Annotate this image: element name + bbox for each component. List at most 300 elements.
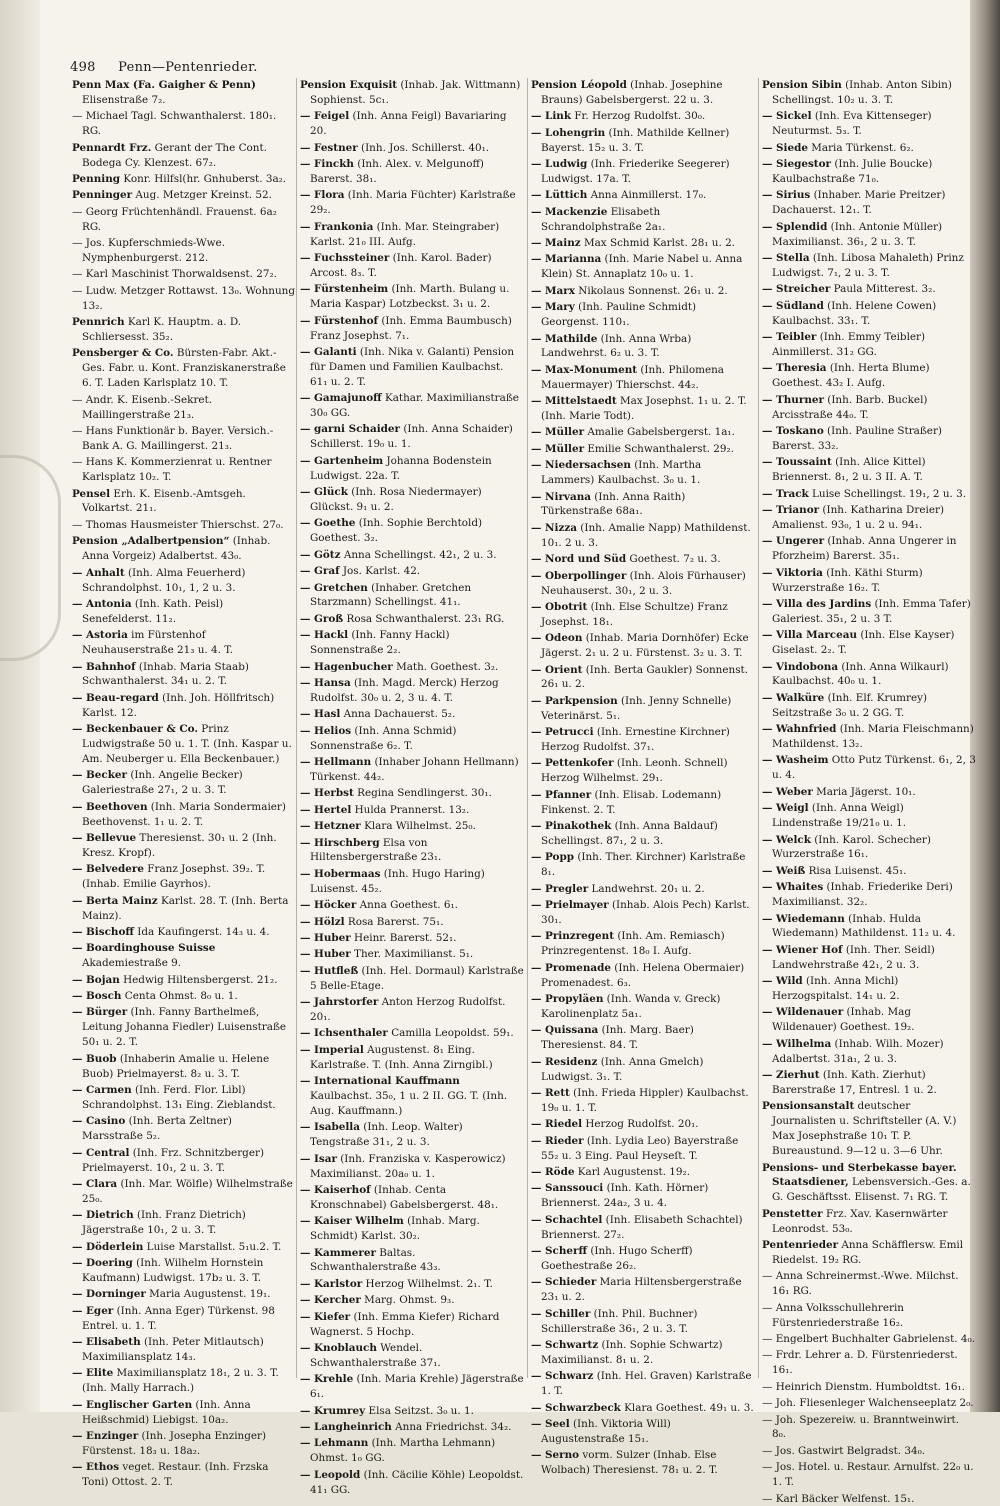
entry-details: (Inh. Emma Tafer) Galeriest. 35₁, 2 u. 3 T. [772, 597, 971, 625]
entry-details: Ther. Maximilianst. 5₁. [350, 948, 474, 961]
directory-entry [531, 1117, 755, 1132]
entry-details: (Inh. Katharina Dreier) Amalienst. 93₀, 1 u. 2 u. 94₁. [772, 503, 944, 531]
entry-name: — Hasl [300, 708, 341, 721]
entry-details: Luise Schellingst. 19₁, 2 u. 3. [808, 487, 967, 500]
entry-details: (Inhab. Josephine Brauns) Gabelsbergerst. 22 u. 3. [541, 79, 723, 106]
entry-details: (Inh. Kath. Zierhut) Barerstraße 17, Entresl. 1 u. 2. [772, 1069, 937, 1096]
directory-entry [531, 882, 755, 897]
entry-details: — Ludw. Metzger Rottawst. 13₀. Wohnung 13₂. [72, 284, 295, 312]
entry-name: — Helios [300, 724, 352, 737]
entry-details: (Inh. Ther. Seidl) Landwehrstraße 42₁, 2 u. 3. [772, 943, 935, 971]
directory-entry [531, 521, 755, 551]
entry-name: — Röde [531, 1166, 575, 1179]
entry-name: — Astoria [72, 629, 128, 642]
entry-details: (Inh. Franziska v. Kasperowicz) Maximilianst. 20a₀ u. 1. [310, 1152, 506, 1180]
entry-details: (Inh. Marth. Bulang u. Maria Kaspar) Lotzbeckst. 3₁ u. 2. [310, 283, 510, 311]
directory-entry [300, 1246, 524, 1276]
directory-entry [531, 458, 755, 488]
entry-name: — Orient [531, 663, 583, 676]
entry-details: Herzog Wilhelmst. 2₁. T. [362, 1277, 493, 1290]
directory-entry [72, 800, 296, 830]
entry-details: deutscher Journalisten u. Schriftsteller (A. V.) Max Josephstraße 10₁ T. P. Bureaustund. 9—12 u. 3—6 Uhr. [772, 1100, 957, 1158]
entry-name: — Whaites [762, 881, 824, 894]
entry-details: (Inh. Anna Raith) Türkenstraße 68a₁. [541, 490, 686, 518]
entry-name: — Schieder [531, 1276, 597, 1289]
entry-details: (Inh. Wanda v. Greck) Karolinenplatz 5a₁. [541, 993, 721, 1020]
entry-name: — Götz [300, 548, 341, 561]
directory-entry [300, 612, 524, 627]
entry-details: (Inh. Anna Heißschmid) Liebigst. 10a₂. [82, 1398, 251, 1426]
directory-entry [762, 943, 976, 973]
entry-name: — International Kauffmann [300, 1075, 460, 1088]
entry-details: (Inh. Philomena Mauermayer) Thierschst. 44₂. [541, 363, 725, 391]
entry-name: — Splendid [762, 220, 828, 233]
entry-name: — Boardinghouse Suisse [72, 942, 216, 955]
entry-name: — Galanti [300, 345, 357, 358]
entry-details: (Inh. Marg. Baer) Theresienst. 84. T. [541, 1024, 694, 1052]
directory-entry [300, 78, 524, 108]
directory-entry [762, 801, 976, 831]
entry-name: — Isar [300, 1152, 337, 1165]
entry-details: (Inh. Anna Weigl) Lindenstraße 19/21₀ u. 1. [772, 802, 907, 830]
directory-entry [531, 929, 755, 959]
entry-details: — Hans K. Kommerzienrat u. Rentner Karlsplatz 10₂. T. [72, 456, 272, 484]
entry-details: Konr. Hilfsl(hr. Gnhuberst. 3a₂. [120, 172, 287, 185]
entry-details: (Inh. Anna Michl) Herzogspitalst. 14₁ u. 2. [772, 975, 900, 1003]
directory-entry [72, 941, 296, 971]
directory-entry [300, 251, 524, 281]
directory-entry [300, 819, 524, 834]
entry-name: — Weber [762, 785, 813, 798]
directory-entry [300, 676, 524, 706]
directory-entry [300, 422, 524, 452]
directory-entry [531, 363, 755, 393]
entry-details: Klara Goethest. 49₁ u. 3. [620, 1401, 754, 1414]
entry-details: Math. Goethest. 3₂. [392, 660, 499, 673]
directory-entry [531, 552, 755, 567]
entry-details: Centa Ohmst. 8₀ u. 1. [121, 990, 238, 1003]
entry-name: Pension Sibin [762, 79, 842, 91]
entry-details: (Inh. Am. Remiasch) Prinzregentenst. 18₀ I. Aufg. [541, 930, 725, 958]
entry-details: Karlst. 28. T. (Inh. Berta Mainz). [82, 894, 289, 922]
directory-entry [531, 1448, 755, 1478]
entry-details: — Jos. Hotel. u. Restaur. Arnulfst. 22₀ u. 1. T. [762, 1461, 974, 1489]
directory-entry [531, 332, 755, 362]
directory-entry [531, 1165, 755, 1180]
directory-entry [72, 284, 296, 314]
column-3 [531, 78, 755, 1477]
entry-details: Maria Augustenst. 19₁. [145, 1288, 271, 1301]
directory-entry [531, 725, 755, 755]
directory-entry [300, 1214, 524, 1244]
directory-entry [762, 220, 976, 250]
entry-details: (Inh. Maria Krehle) Jägerstraße 6₁. [310, 1373, 524, 1401]
entry-details: Hedwig Hiltensbergerst. 21₂. [119, 973, 278, 986]
entry-name: — Hölzl [300, 915, 345, 928]
entry-name: — Bellevue [72, 832, 137, 844]
entry-name: — Gretchen [300, 581, 368, 594]
directory-entry [300, 786, 524, 801]
directory-entry [72, 768, 296, 798]
entry-details: veget. Restaur. (Inh. Frzska Toni) Ottost. 2. T. [82, 1461, 269, 1489]
entry-name: — Clara [72, 1177, 118, 1190]
directory-entry [72, 1460, 296, 1490]
directory-entry [762, 1005, 976, 1035]
directory-entry [762, 864, 976, 879]
entry-details: (Inh. Karol. Schecher) Wurzerstraße 16₁. [772, 833, 931, 861]
directory-entry [300, 485, 524, 515]
directory-entry [531, 1307, 755, 1337]
entry-details: Bürsten-Fabr. Akt.-Ges. Fabr. u. Kont. Franziskanerstraße 6. T. Laden Karlsplatz 10. T. [82, 347, 286, 390]
entry-details: (Inh. Maria Füchter) Karlstraße 29₂. [310, 189, 516, 217]
entry-details: Camilla Leopoldst. 59₁. [387, 1027, 514, 1040]
directory-entry [531, 1275, 755, 1305]
directory-entry [531, 1213, 755, 1243]
entry-name: — Jahrstorfer [300, 996, 379, 1009]
entry-name: — Bahnhof [72, 660, 136, 673]
directory-entry [762, 880, 976, 910]
entry-name: Pennardt Frz. [72, 141, 152, 154]
entry-name: — Beau-regard [72, 691, 159, 704]
directory-entry [300, 1152, 524, 1182]
directory-entry [531, 1401, 755, 1416]
directory-entry [762, 1444, 976, 1459]
entry-details: (Inh. Else Kayser) Giselast. 2₂. T. [772, 629, 955, 657]
entry-details: Elisabeth Schrandolphstraße 2a₁. [541, 205, 666, 233]
entry-details: — Andr. K. Eisenb.-Sekret. Maillingerstraße 21₃. [72, 393, 213, 421]
entry-details: Herzog Rudolfst. 20₁. [582, 1118, 699, 1131]
entry-name: — Fürstenhof [300, 314, 379, 327]
entry-details: (Inh. Anna Wilkaurl) Kaulbachst. 40₀ u. 1. [772, 660, 949, 688]
entry-details: (Inh. Jos. Schillerst. 40₁. [357, 141, 490, 154]
entry-name: — Residenz [531, 1055, 598, 1068]
entry-details: Elisenstraße 7₂. [82, 93, 166, 106]
directory-entry [762, 1068, 976, 1098]
entry-details: Anna Schellingst. 42₁, 2 u. 3. [340, 548, 497, 561]
entry-details: (Inh. Peter Mitlautsch) Maximiliansplatz 14₃. [82, 1336, 264, 1363]
binding-clip [0, 455, 61, 661]
entry-name: — Isabella [300, 1121, 360, 1134]
directory-entry [531, 600, 755, 630]
entry-details: (Inh. Friederike Seegerer) Ludwigst. 17a. T. [541, 158, 730, 185]
directory-entry [531, 442, 755, 457]
directory-entry [300, 964, 524, 994]
entry-name: — Goethe [300, 517, 356, 530]
entry-name: — Prinzregent [531, 930, 615, 943]
entry-name: — Pinakothek [531, 820, 612, 833]
entry-details: (Inh. Jenny Schnelle) Veterinärst. 5₁. [541, 694, 732, 722]
directory-entry [531, 188, 755, 203]
directory-entry [762, 393, 976, 423]
page-running-title: Penn—Pentenrieder. [118, 60, 258, 75]
entry-details: (Inh. Berta Zeltner) Marsstraße 5₂. [82, 1115, 232, 1143]
directory-entry [762, 1238, 976, 1268]
entry-name: Pennrich [72, 316, 125, 329]
entry-name: — Bosch [72, 990, 122, 1003]
directory-entry [531, 961, 755, 991]
directory-entry [762, 282, 976, 297]
entry-name: — Hackl [300, 629, 349, 642]
entry-name: — Oberpollinger [531, 569, 627, 582]
entry-details: — Jos. Gastwirt Belgradst. 34₀. [762, 1444, 926, 1457]
directory-entry [72, 1005, 296, 1050]
entry-name: — Sirius [762, 189, 811, 202]
entry-details: — Karl Bäcker Welfenst. 15₁. [762, 1492, 915, 1505]
directory-entry [72, 109, 296, 139]
entry-name: — Odeon [531, 632, 583, 645]
directory-entry [72, 487, 296, 517]
directory-entry [300, 836, 524, 866]
entry-name: — Pfanner [531, 788, 592, 801]
entry-name: — Huber [300, 931, 351, 944]
entry-name: — Propyläen [531, 993, 604, 1006]
entry-details: (Inh. Else Schultze) Franz Josephst. 18₁. [541, 600, 728, 628]
entry-name: — Wiener Hof [762, 943, 843, 956]
entry-name: Pension Exquisit [300, 79, 398, 91]
entry-details: (Inhab. Anna Vorgeiz) Adalbertst. 43₀. [82, 535, 271, 563]
entry-details: — Hans Funktionär b. Bayer. Versich.-Bank A. G. Maillingerst. 21₃. [72, 424, 274, 452]
directory-entry [72, 518, 296, 533]
directory-entry [531, 252, 755, 282]
entry-name: Pension „Adalbertpension“ [72, 535, 230, 548]
entry-details: (Inh. Sophie Schwartz) Maximilianst. 8₁ u. 2. [541, 1339, 723, 1366]
entry-details: Kathar. Maximilianstraße 30₀ GG. [310, 392, 519, 420]
directory-entry [72, 346, 296, 391]
directory-entry [531, 78, 755, 108]
directory-entry [300, 1277, 524, 1292]
directory-entry [300, 282, 524, 312]
entry-name: — Eger [72, 1304, 114, 1317]
directory-entry [531, 663, 755, 693]
directory-entry [72, 1256, 296, 1286]
entry-name: — Siegestor [762, 158, 832, 171]
entry-details: (Inh. Frieda Hippler) Kaulbachst. 19₀ u. 1. T. [541, 1087, 749, 1114]
directory-entry [762, 1161, 976, 1206]
entry-name: — Niedersachsen [531, 459, 631, 472]
column-divider [758, 78, 759, 1378]
entry-details: (Inh. Hel. Dormaul) Karlstraße 5 Belle-Etage. [310, 964, 524, 992]
directory-entry [72, 1287, 296, 1302]
entry-name: — Sanssouci [531, 1182, 604, 1195]
directory-entry [531, 126, 755, 156]
entry-details: (Inh. Kath. Peisl) Senefelderst. 11₂. [82, 597, 224, 625]
entry-name: — Mathilde [531, 332, 598, 345]
entry-name: — Stella [762, 251, 810, 264]
entry-name: — Döderlein [72, 1240, 144, 1253]
directory-entry [300, 1310, 524, 1340]
entry-details: (Inh. Alois Fürhauser) Neuhauserst. 30₁, 2 u. 3. [541, 569, 746, 597]
entry-details: (Inh. Emmy Teibler) Ainmillerst. 31₂ GG. [772, 331, 926, 358]
entry-details: (Inh. Helena Obermaier) Promenadest. 6₃. [541, 961, 745, 989]
directory-entry [72, 831, 296, 861]
directory-entry [300, 947, 524, 962]
entry-details: Marg. Ohmst. 9₃. [360, 1294, 455, 1307]
entry-name: — Huber [300, 948, 351, 961]
directory-entry [72, 660, 296, 690]
entry-details: Heinr. Barerst. 52₁. [350, 931, 457, 944]
entry-details: (Inh. Mar. Wölfle) Wilhelmstraße 25₀. [82, 1177, 293, 1205]
entry-details: — Engelbert Buchhalter Gabrielenst. 4₀. [762, 1333, 975, 1345]
entry-details: (Inhab. Maria Dornhöfer) Ecke Jägerst. 2₁ u. 2 u. Fürstenst. 3₂ u. 3. T. [541, 632, 749, 660]
entry-details: (Inh. Mathilde Kellner) Bayerst. 15₂ u. 3. T. [541, 126, 730, 154]
directory-entry [531, 819, 755, 849]
entry-name: — Kaiser Wilhelm [300, 1215, 404, 1228]
directory-entry [531, 284, 755, 299]
column-4 [762, 78, 976, 1505]
entry-details: (Inh. Emma Kiefer) Richard Wagnerst. 5 Hochp. [310, 1310, 500, 1338]
entry-name: — Casino [72, 1115, 126, 1128]
entry-name: — Zierhut [762, 1069, 820, 1082]
entry-name: — Fürstenheim [300, 283, 389, 296]
directory-entry [72, 989, 296, 1004]
entry-details: Amalie Gabelsbergerst. 1a₁. [584, 426, 735, 439]
entry-details: (Inh. Josepha Enzinger) Fürstenst. 18₃ u. 18a₂. [82, 1429, 267, 1457]
entry-details: (Inh. Rosa Niedermayer) Glückst. 9₁ u. 2. [310, 486, 482, 513]
entry-name: — Prielmayer [531, 899, 609, 912]
entry-details: (Inhaber. Gretchen Starzmann) Schellingst. 41₁. [310, 581, 472, 609]
entry-name: Pensionsanstalt [762, 1100, 855, 1113]
entry-details: — Karl Maschinist Thorwaldsenst. 27₂. [72, 268, 277, 281]
entry-details: (Inh. Emma Baumbusch) Franz Josephst. 7₁. [310, 314, 512, 342]
entry-details: (Inh. Anna Baldauf) Schellingst. 87₁, 2 u. 3. [541, 820, 718, 847]
entry-details: (Inhab. Jak. Wittmann) Sophienst. 5c₁. [310, 79, 521, 106]
directory-entry [72, 188, 296, 203]
directory-entry [72, 1114, 296, 1144]
entry-name: — Knoblauch [300, 1342, 377, 1354]
entry-name: — Teibler [762, 331, 817, 343]
entry-name: — Flora [300, 189, 345, 202]
entry-name: — Südland [762, 299, 824, 312]
directory-entry [531, 1244, 755, 1274]
entry-name: — Link [531, 110, 572, 123]
entry-details: Lebensversich.-Ges. a. G. Geschäftsst. Elisenst. 7₁ RG. T. [772, 1176, 971, 1204]
entry-name: — Höcker [300, 899, 357, 912]
entry-name: — Belvedere [72, 863, 144, 876]
entry-details: (Inhab. Friederike Deri) Maximilianst. 32₂. [772, 881, 953, 909]
entry-details: — Joh. Fliesenleger Walchenseeplatz 2₀. [762, 1397, 974, 1410]
entry-details: — Anna Volksschullehrerin Fürstenriederstraße 16₂. [762, 1301, 904, 1329]
directory-entry [72, 1429, 296, 1459]
entry-details: Erh. K. Eisenb.-Amtsgeh. Volkartst. 21₁. [82, 487, 246, 515]
entry-details: (Inh. Frz. Schnitzberger) Prielmayerst. 10₁, 2 u. 3. T. [82, 1146, 264, 1174]
directory-entry [72, 455, 296, 485]
entry-name: Pensions- und Sterbekasse bayer. Staatsdiener, [762, 1161, 957, 1189]
directory-entry [300, 1404, 524, 1419]
entry-details: Jos. Karlst. 42. [339, 565, 421, 578]
entry-name: — Hagenbucher [300, 660, 393, 673]
directory-entry [531, 756, 755, 786]
entry-details: Emilie Schwanthalerst. 29₂. [584, 442, 734, 455]
entry-name: — Obotrit [531, 600, 588, 613]
directory-entry [531, 992, 755, 1022]
entry-details: (Inh. Anna Wrba) Landwehrst. 6₂ u. 3. T. [541, 332, 692, 360]
directory-entry [300, 157, 524, 187]
directory-entry [531, 694, 755, 724]
entry-details: (Inhaber Johann Hellmann) Türkenst. 44₂. [310, 755, 519, 783]
entry-name: — Elite [72, 1367, 114, 1380]
directory-entry [531, 425, 755, 440]
entry-details: Akademiestraße 9. [82, 957, 182, 970]
entry-name: — Theresia [762, 362, 827, 375]
entry-name: — Beethoven [72, 800, 148, 813]
entry-details: — Thomas Hausmeister Thierschst. 27₀. [72, 518, 284, 531]
directory-entry [531, 898, 755, 928]
directory-entry [300, 516, 524, 546]
entry-details: (Inh. Kath. Hörner) Briennerst. 24a₂, 3 u. 4. [541, 1182, 709, 1210]
entry-name: — Hertel [300, 803, 352, 816]
entry-name: Pensel [72, 487, 111, 500]
entry-details: Maximiliansplatz 18₁, 2 u. 3. T. (Inh. Mally Harrach.) [82, 1367, 279, 1395]
entry-details: Anna Friedrichst. 34₂. [391, 1421, 512, 1434]
directory-entry [300, 707, 524, 722]
entry-details: (Inh. Viktoria Will) Augustenstraße 15₁. [541, 1418, 671, 1445]
entry-details: Gerant der The Cont. Bodega Cy. Klenzest. 67₂. [82, 141, 267, 169]
directory-entry [300, 314, 524, 344]
page-edge-shadow [0, 0, 40, 1412]
entry-details: (Inhab. Hulda Wiedemann) Mathildenst. 11₂ u. 4. [772, 912, 956, 940]
directory-entry [531, 109, 755, 124]
directory-entry [300, 1183, 524, 1213]
directory-entry [531, 1181, 755, 1211]
entry-name: — Nord und Süd [531, 553, 627, 566]
entry-name: — Nizza [531, 521, 577, 534]
directory-entry [300, 109, 524, 139]
directory-entry [531, 1369, 755, 1399]
entry-details: Anton Herzog Rudolfst. 20₁. [310, 996, 506, 1023]
directory-entry [72, 862, 296, 892]
entry-name: — Krehle [300, 1373, 354, 1386]
entry-details: Max Schmid Karlst. 28₁ u. 2. [580, 237, 735, 250]
entry-name: — Buob [72, 1052, 117, 1065]
entry-name: Pentenrieder [762, 1239, 839, 1252]
directory-entry [762, 1037, 976, 1067]
directory-entry [300, 1436, 524, 1466]
entry-name: — Hellmann [300, 755, 372, 768]
directory-entry [531, 300, 755, 330]
entry-name: — Frankonia [300, 220, 374, 233]
entry-name: — Schachtel [531, 1213, 603, 1226]
entry-name: — Kiefer [300, 1310, 351, 1323]
entry-name: Pension Léopold [531, 79, 627, 91]
entry-details: (Inhab. Mag Wildenauer) Goethest. 19₂. [772, 1006, 915, 1034]
directory-entry [72, 393, 296, 423]
entry-details: Anna Goethest. 6₁. [356, 899, 458, 912]
directory-entry [762, 1460, 976, 1490]
directory-entry [300, 1293, 524, 1308]
entry-details: (Inh. Herta Blume) Goethest. 43₂ I. Aufg. [772, 362, 930, 390]
entry-name: — Schwarzbeck [531, 1401, 621, 1414]
entry-name: — Max-Monument [531, 363, 638, 376]
directory-entry [762, 1348, 976, 1378]
directory-entry [531, 850, 755, 880]
directory-entry [531, 236, 755, 251]
entry-details: Elsa von Hiltensbergerstraße 23₁. [310, 836, 442, 864]
entry-details: (Inh. Wilhelm Hornstein Kaufmann) Ludwigst. 17b₂ u. 3. T. [82, 1256, 264, 1284]
entry-name: — Elisabeth [72, 1336, 141, 1348]
entry-details: (Inh. Alma Feuerherd) Schrandolphst. 10₁, 1, 2 u. 3. [82, 566, 246, 594]
entry-name: — Siede [762, 141, 808, 154]
entry-details: Max Josephst. 1₁ u. 2. T. (Inh. Marie Todt). [541, 395, 747, 423]
directory-entry [762, 251, 976, 281]
directory-entry [300, 867, 524, 897]
directory-entry [762, 188, 976, 218]
entry-name: — Nirvana [531, 490, 591, 503]
entry-details: Baltas. Schwanthalerstraße 43₃. [310, 1246, 441, 1274]
entry-name: — Popp [531, 851, 575, 864]
entry-name: — Toussaint [762, 456, 832, 469]
entry-name: — Mary [531, 301, 575, 314]
entry-details: (Inh. Martha Lehmann) Ohmst. 1₀ GG. [310, 1437, 496, 1465]
